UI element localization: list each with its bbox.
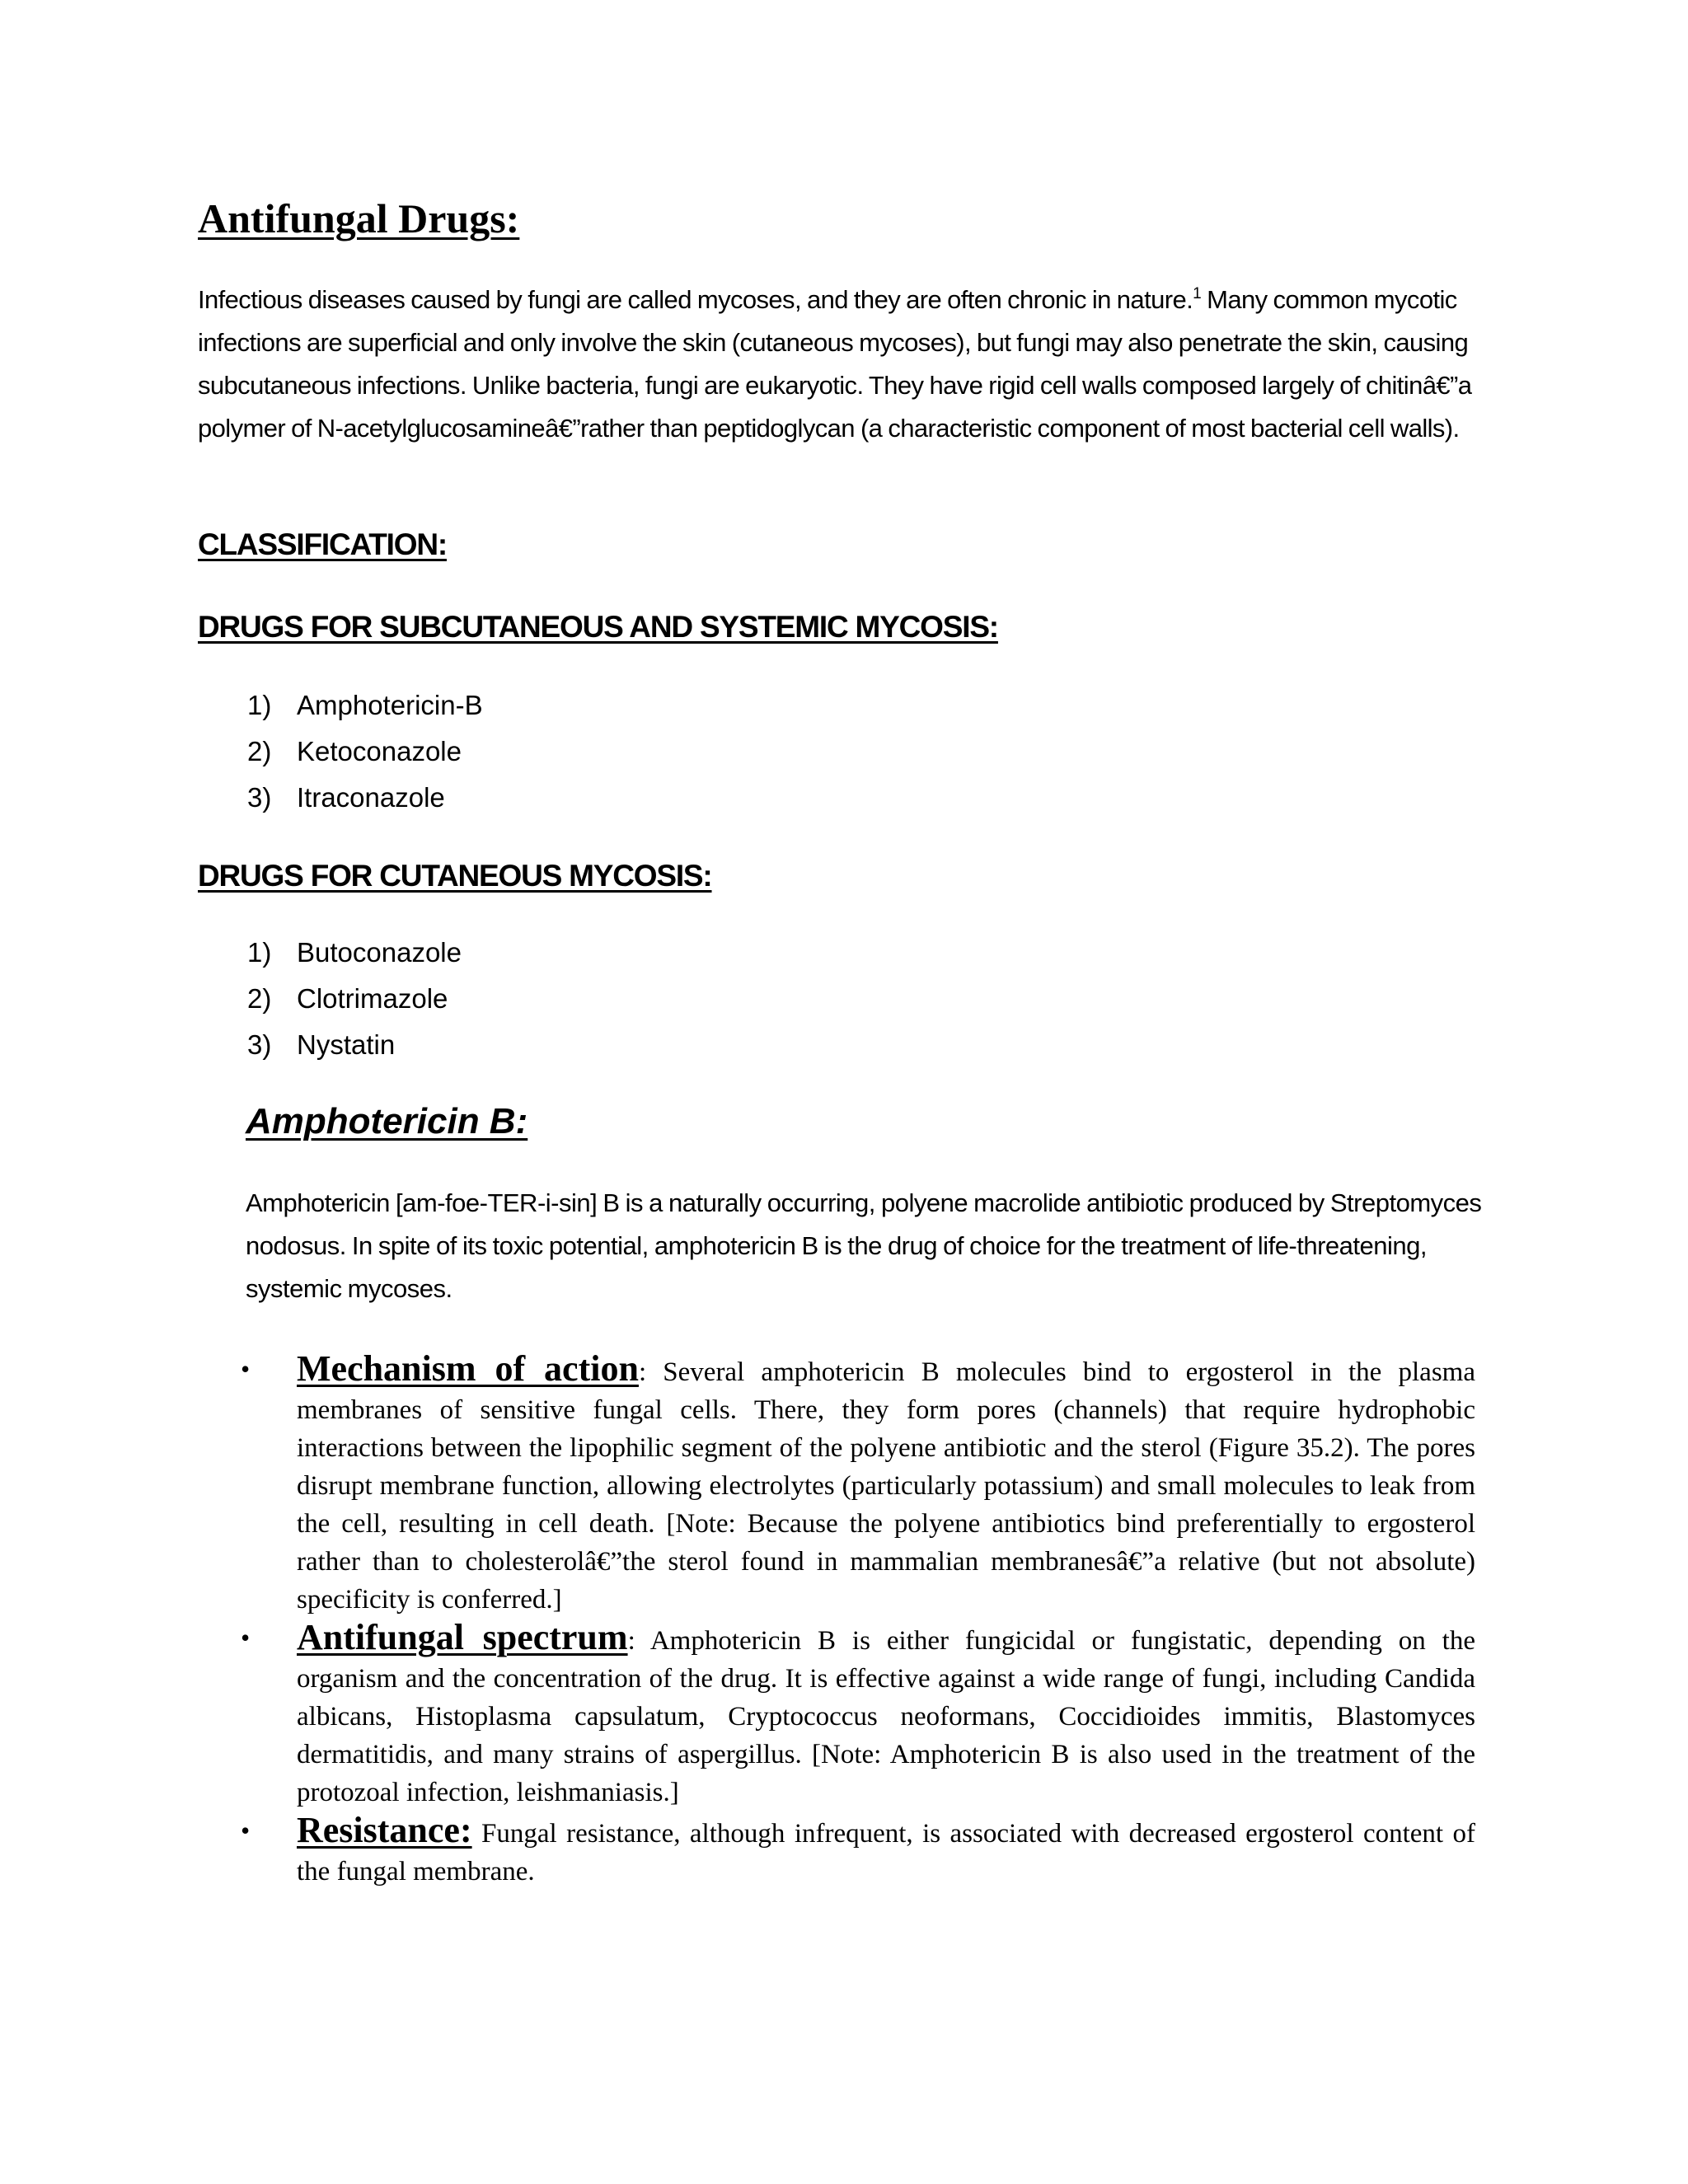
bullet-lead-term: Mechanism of action <box>297 1348 639 1389</box>
bullet-text: Several amphotericin B molecules bind to ergosterol in the plasma membranes of sensitive fungal cells. There, they form pores (channels) that require hydrophobic interactions between the lipophilic segment of the polyene antibiotic and the sterol (Figure 35.2). The pores disrupt membrane function, allowing electrolytes (particularly potassium) and small molecules to leak from the cell, resulting in cell death. [Note: Because the polyene antibiotics bind preferentially to ergosterol rather than to cholesterolâ€”the sterol found in mammalian membranesâ€”a relative (but not absolute) specificity is conferred.] <box>297 1357 1475 1615</box>
list-item <box>247 682 483 729</box>
bullet-dot-icon: • <box>241 1354 251 1384</box>
footnote-reference: 1 <box>1193 285 1202 302</box>
bullet-text: Amphotericin B is either fungicidal or fungistatic, depending on the organism and the concentration of the drug. It is effective against a wide range of fungi, including Candida albicans, Histoplasma capsulatum, Cryptococcus neoformans, Coccidioides immitis, Blastomyces dermatitidis, and many strains of aspergillus. [Note: Amphotericin B is also used in the treatment of the protozoal infection, leishmaniasis.] <box>297 1626 1475 1807</box>
drug-name: Clotrimazole <box>297 983 448 1014</box>
bullet-dot-icon: • <box>241 1816 251 1845</box>
intro-paragraph <box>198 279 1492 450</box>
list-item <box>247 729 483 775</box>
drug-name: Amphotericin-B <box>297 690 483 720</box>
list-item <box>247 930 462 976</box>
list-number: 1) <box>247 937 272 968</box>
list-number: 1) <box>247 690 272 720</box>
drug-name: Butoconazole <box>297 937 462 968</box>
list-item <box>247 775 483 821</box>
amphotericin-bullet-list <box>239 1350 1475 1891</box>
bullet-text: Fungal resistance, although infrequent, is associated with decreased ergosterol content of the fungal membrane. <box>297 1819 1475 1886</box>
cutaneous-drug-list <box>247 930 462 1068</box>
list-number: 3) <box>247 1029 272 1060</box>
drug-name: Itraconazole <box>297 782 445 813</box>
cutaneous-mycosis-heading: DRUGS FOR CUTANEOUS MYCOSIS: <box>198 859 712 893</box>
drug-name: Nystatin <box>297 1029 396 1060</box>
systemic-mycosis-heading: DRUGS FOR SUBCUTANEOUS AND SYSTEMIC MYCOSIS: <box>198 610 998 644</box>
bullet-separator: : <box>627 1626 635 1656</box>
list-item <box>247 976 462 1022</box>
classification-heading: CLASSIFICATION: <box>198 527 447 561</box>
intro-text-rest: Many common mycotic infections are superficial and only involve the skin (cutaneous mycoses), but fungi may also penetrate the skin, causing subcutaneous infections. Unlike bacteria, fungi are eukaryotic. They have rigid cell walls composed largely of chitinâ€”a polymer of N-acetylglucosamineâ€”rather than peptidoglycan (a characteristic component of most bacterial cell walls). <box>198 285 1472 443</box>
list-item <box>247 1022 462 1068</box>
amphotericin-heading: Amphotericin B: <box>246 1101 528 1141</box>
list-number: 2) <box>247 736 272 766</box>
bullet-separator: : <box>638 1357 647 1387</box>
bullet-item-resistance <box>239 1811 1475 1891</box>
intro-text-start: Infectious diseases caused by fungi are called mycoses, and they are often chronic in nature. <box>198 285 1193 314</box>
systemic-drug-list <box>247 682 483 821</box>
amphotericin-description: Amphotericin [am-foe-TER-i-sin] B is a naturally occurring, polyene macrolide antibiotic produced by Streptomyces nodosus. In spite of its toxic potential, amphotericin B is the drug of choice for the treatment of life-threatening, systemic mycoses. <box>246 1188 1482 1303</box>
list-number: 3) <box>247 782 272 813</box>
bullet-dot-icon: • <box>241 1623 251 1652</box>
page-title: Antifungal Drugs: <box>198 195 520 241</box>
list-number: 2) <box>247 983 272 1014</box>
drug-name: Ketoconazole <box>297 736 462 766</box>
bullet-lead-term: Antifungal spectrum <box>297 1617 628 1657</box>
bullet-lead-term: Resistance: <box>297 1810 472 1850</box>
bullet-item-mechanism <box>239 1350 1475 1619</box>
bullet-item-spectrum <box>239 1619 1475 1811</box>
